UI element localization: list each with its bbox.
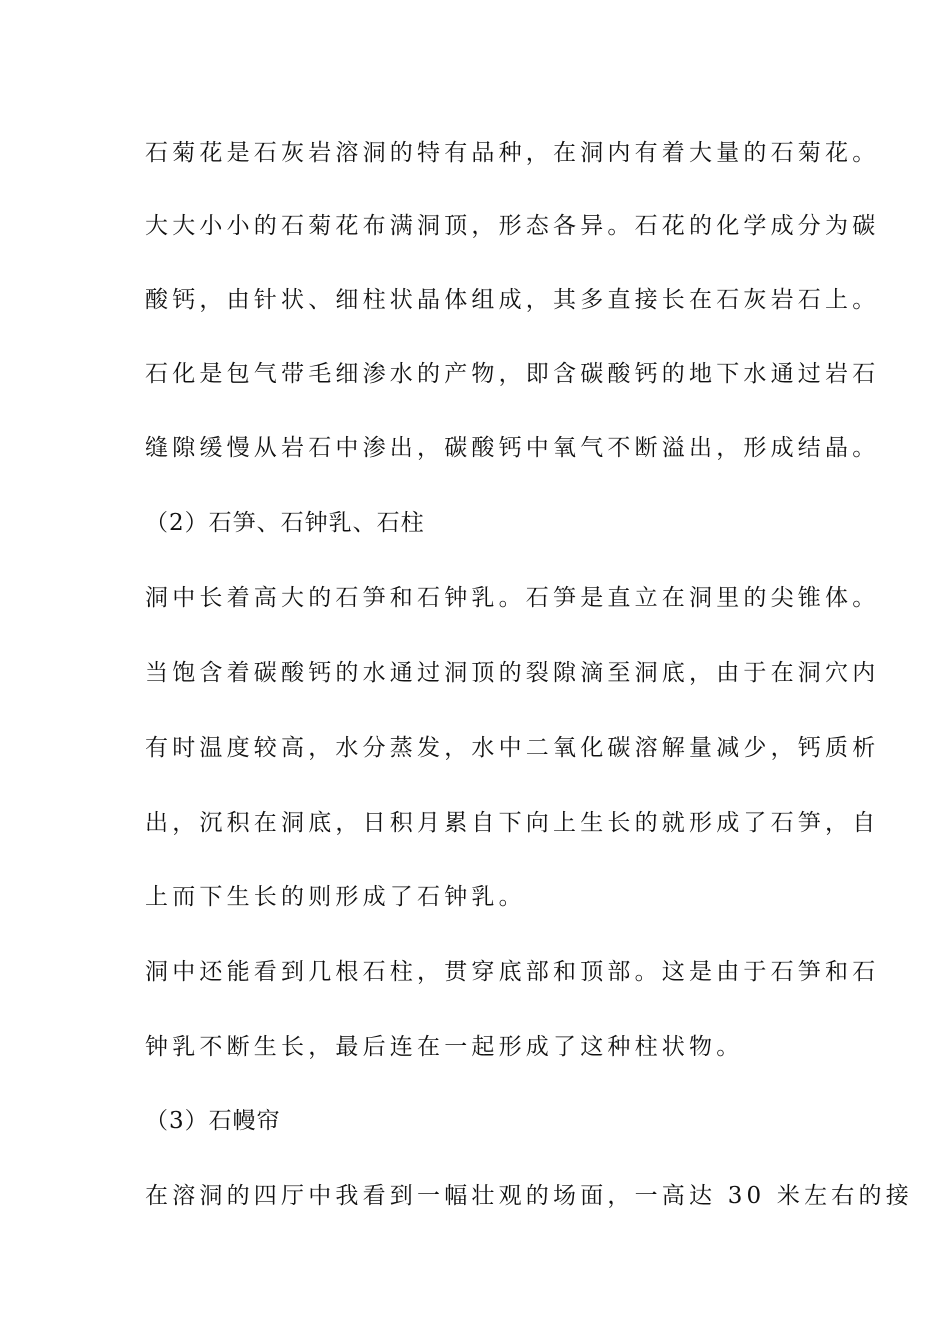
paragraph-line: 钟乳不断生长，最后连在一起形成了这种柱状物。 (145, 1034, 744, 1060)
paragraph-line: 洞中长着高大的石笋和石钟乳。石笋是直立在洞里的尖锥体。 (145, 585, 880, 611)
paragraph-line: 酸钙，由针状、细柱状晶体组成，其多直接长在石灰岩石上。 (145, 287, 880, 313)
paragraph-line: 出，沉积在洞底，日积月累自下向上生长的就形成了石笋，自 (145, 810, 880, 836)
section-heading: （2）石笋、石钟乳、石柱 (145, 510, 425, 536)
paragraph-line: 石化是包气带毛细渗水的产物，即含碳酸钙的地下水通过岩石 (145, 361, 880, 387)
paragraph-line: 石菊花是石灰岩溶洞的特有品种，在洞内有着大量的石菊花。 (145, 140, 880, 166)
paragraph-line: 有时温度较高，水分蒸发，水中二氧化碳溶解量减少，钙质析 (145, 735, 880, 761)
paragraph-line: 大大小小的石菊花布满洞顶，形态各异。石花的化学成分为碳 (145, 213, 880, 239)
section-heading: （3）石幔帘 (145, 1108, 281, 1134)
paragraph-line: 在溶洞的四厅中我看到一幅壮观的场面，一高达 30 米左右的接 (145, 1183, 913, 1209)
paragraph-line: 当饱含着碳酸钙的水通过洞顶的裂隙滴至洞底，由于在洞穴内 (145, 660, 880, 686)
paragraph-line: 缝隙缓慢从岩石中渗出，碳酸钙中氧气不断溢出，形成结晶。 (145, 435, 880, 461)
paragraph-line: 上而下生长的则形成了石钟乳。 (145, 884, 526, 910)
paragraph-line: 洞中还能看到几根石柱，贯穿底部和顶部。这是由于石笋和石 (145, 959, 880, 985)
